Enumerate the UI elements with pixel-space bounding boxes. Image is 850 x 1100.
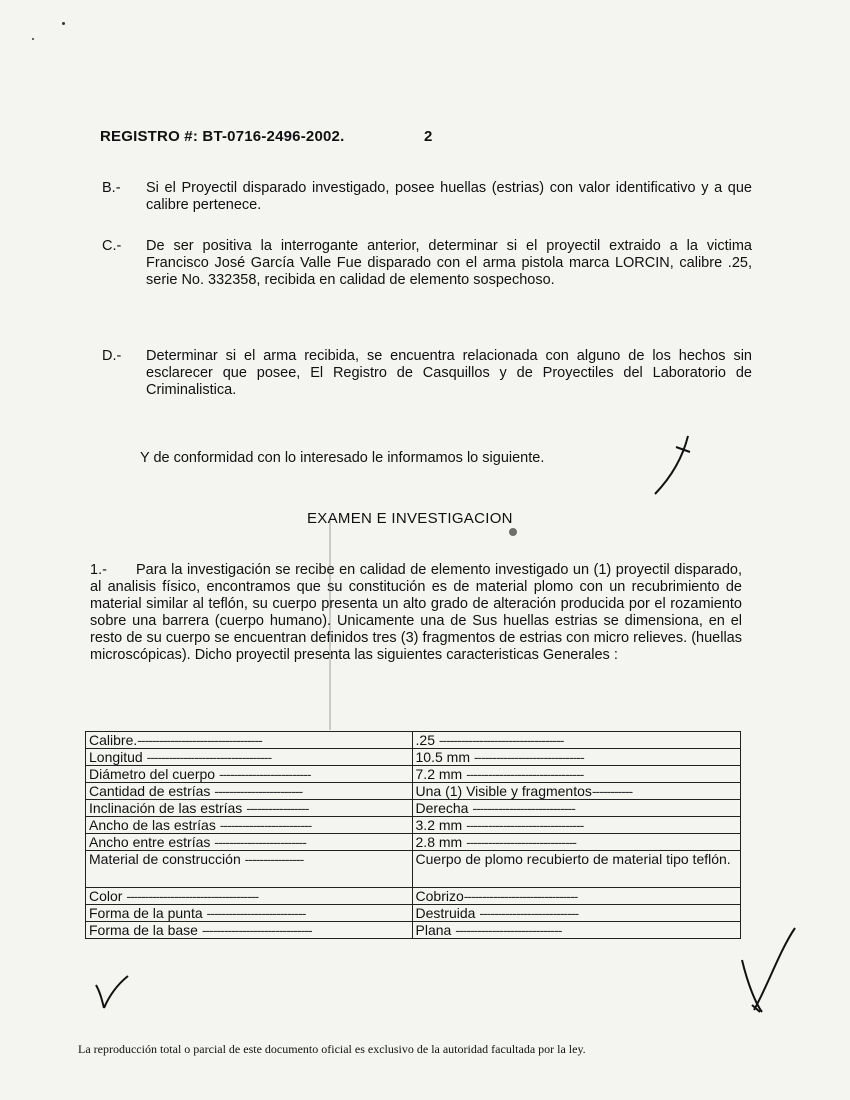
spec-key: Color ------------------------------------ bbox=[86, 888, 413, 905]
paragraph-text: Para la investigación se recibe en calidad de elemento investigado un (1) proyectil disparado, al analisis físico, encontramos que su constitución es de material plomo con un recubrimiento de material similar al teflón, su cuerpo presenta un alto grado de alteración producida por el rozamiento sobre una barrera (cuerpo humano). Unicamente una de Sus huellas estrias se dimensiona, en el resto de su cuerpo se encuentran definidos tres (3) fragmentos de estrias con micro relieves. (huellas microscópicas). Dicho proyectil presenta las siguientes caracteristicas Generales : bbox=[90, 562, 742, 663]
item-label: D.- bbox=[102, 348, 122, 364]
spec-key: Forma de la punta --------------------------- bbox=[86, 905, 413, 922]
spec-value: 3.2 mm -------------------------------- bbox=[412, 817, 740, 834]
spec-value: Cobrizo------------------------------- bbox=[412, 888, 740, 905]
footer-disclaimer: La reproducción total o parcial de este documento oficial es exclusivo de la autoridad facultada por la ley. bbox=[78, 1042, 586, 1056]
spec-value: .25 ---------------------------------- bbox=[412, 732, 740, 749]
paragraph-number: 1.- bbox=[90, 562, 107, 578]
spec-key: Ancho de las estrías ------------------------- bbox=[86, 817, 413, 834]
cross-mark-icon bbox=[742, 928, 795, 1012]
item-label: C.- bbox=[102, 238, 122, 254]
spec-key: Cantidad de estrías ------------------------ bbox=[86, 783, 413, 800]
check-mark-icon bbox=[655, 436, 690, 494]
spec-value: 2.8 mm ------------------------------ bbox=[412, 834, 740, 851]
item-text: Si el Proyectil disparado investigado, posee huellas (estrias) con valor identificativo y a que calibre pertenece. bbox=[146, 180, 752, 213]
conformidad-text: Y de conformidad con lo interesado le informamos lo siguiente. bbox=[140, 450, 545, 466]
spec-key: Forma de la base ------------------------------ bbox=[86, 922, 413, 939]
spec-key: Inclinación de las estrías ----------------- bbox=[86, 800, 413, 817]
spec-key: Ancho entre estrías ------------------------- bbox=[86, 834, 413, 851]
spec-value: Plana ----------------------------- bbox=[412, 922, 740, 939]
item-text: De ser positiva la interrogante anterior, determinar si el proyectil extraido a la victima Francisco José García Valle Fue disparado con el arma pistola marca LORCIN, calibre .25, serie No. 332358, recibida en calidad de elemento sospechoso. bbox=[146, 238, 752, 288]
spec-value: Cuerpo de plomo recubierto de material tipo teflón. bbox=[412, 851, 740, 888]
scan-speck bbox=[62, 22, 65, 25]
page-number: 2 bbox=[424, 128, 433, 145]
spec-value: 10.5 mm ------------------------------ bbox=[412, 749, 740, 766]
section-title: EXAMEN E INVESTIGACION bbox=[307, 510, 513, 527]
spec-key: Material de construcción ---------------- bbox=[86, 851, 413, 888]
spec-key: Longitud ---------------------------------- bbox=[86, 749, 413, 766]
spec-value: Una (1) Visible y fragmentos----------- bbox=[412, 783, 740, 800]
scan-speck bbox=[32, 38, 34, 40]
item-label: B.- bbox=[102, 180, 121, 196]
spec-value: Derecha ---------------------------- bbox=[412, 800, 740, 817]
spec-value: Destruida --------------------------- bbox=[412, 905, 740, 922]
registro-number: REGISTRO #: BT-0716-2496-2002. bbox=[100, 128, 345, 145]
spec-key: Calibre.---------------------------------- bbox=[86, 732, 413, 749]
spec-value: 7.2 mm -------------------------------- bbox=[412, 766, 740, 783]
spec-key: Diámetro del cuerpo ------------------------- bbox=[86, 766, 413, 783]
initial-mark-icon bbox=[96, 976, 128, 1008]
item-text: Determinar si el arma recibida, se encuentra relacionada con alguno de los hechos sin esclarecer que posee, El Registro de Casquillos y de Proyectiles del Laboratorio de Criminalistica. bbox=[146, 348, 752, 398]
scan-speck bbox=[509, 528, 517, 536]
